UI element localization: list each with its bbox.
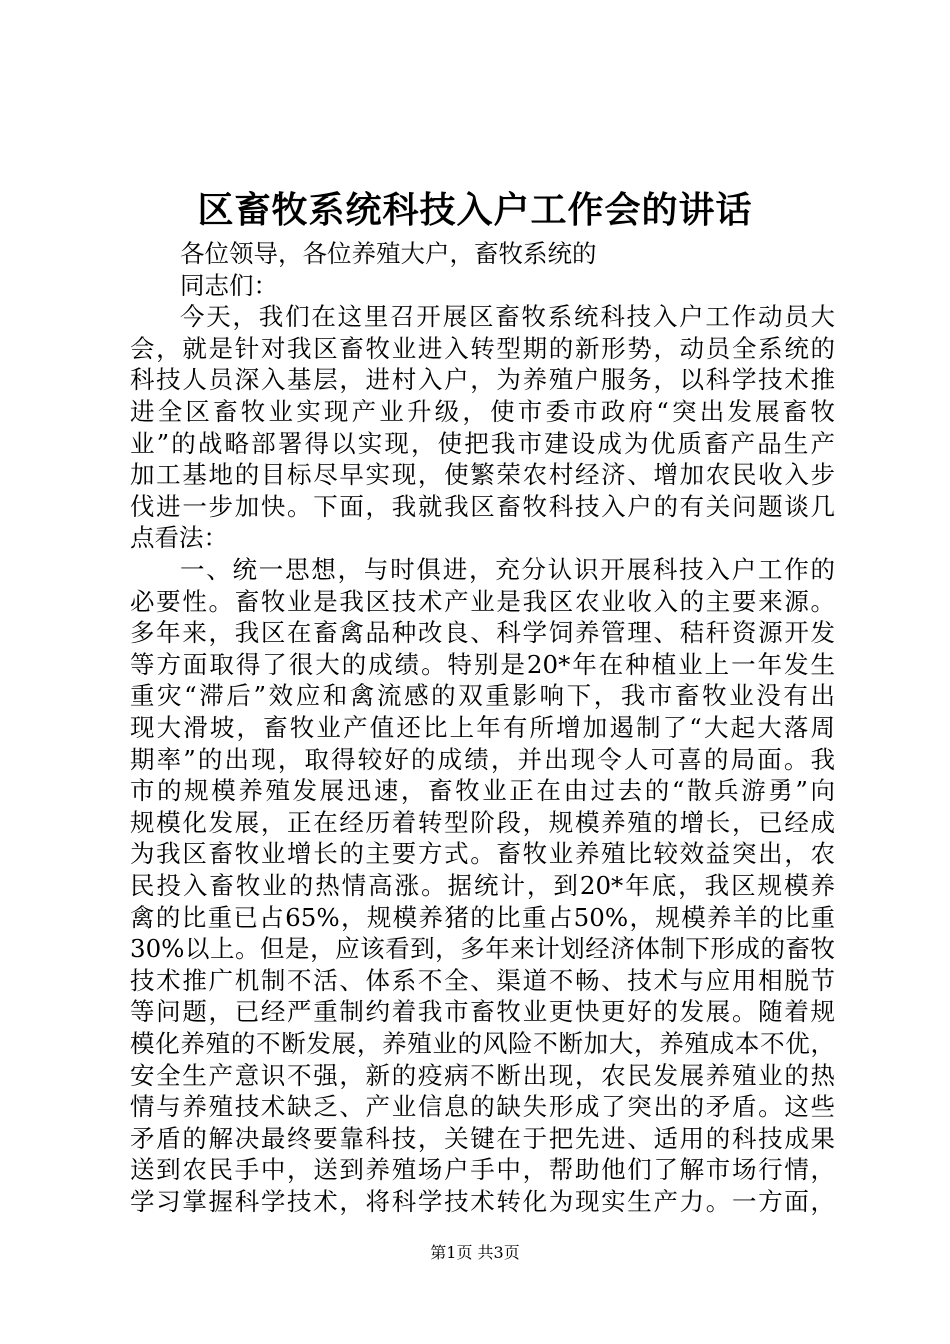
body-line: 情与养殖技术缺乏、产业信息的缺失形成了突出的矛盾。这些 — [130, 1092, 835, 1121]
body-line: 学习掌握科学技术，将科学技术转化为现实生产力。一方面， — [130, 1187, 835, 1216]
body-line: 加工基地的目标尽早实现，使繁荣农村经济、增加农民收入步 — [130, 460, 835, 489]
body-line: 进全区畜牧业实现产业升级，使市委市政府“突出发展畜牧 — [130, 397, 835, 426]
body-line: 现大滑坡，畜牧业产值还比上年有所增加遏制了“大起大落周 — [130, 713, 835, 742]
body-line: 伐进一步加快。下面，我就我区畜牧科技入户的有关问题谈几 — [130, 492, 835, 521]
body-line: 期率”的出现，取得较好的成绩，并出现令人可喜的局面。我 — [130, 745, 835, 774]
body-line: 会，就是针对我区畜牧业进入转型期的新形势，动员全系统的 — [130, 334, 835, 363]
body-line: 各位领导，各位养殖大户，畜牧系统的 — [180, 239, 597, 268]
body-line: 民投入畜牧业的热情高涨。据统计，到20*年底，我区规模养 — [130, 871, 835, 900]
body-line: 同志们： — [180, 271, 278, 300]
body-line: 点看法： — [130, 523, 228, 552]
page-title: 区畜牧系统科技入户工作会的讲话 — [197, 189, 753, 231]
body-line: 多年来，我区在畜禽品种改良、科学饲养管理、秸秆资源开发 — [130, 618, 835, 647]
body-line: 一、统一思想，与时俱进，充分认识开展科技入户工作的 — [180, 555, 835, 584]
body-line: 重灾“滞后”效应和禽流感的双重影响下，我市畜牧业没有出 — [130, 681, 835, 710]
body-line: 市的规模养殖发展迅速，畜牧业正在由过去的“散兵游勇”向 — [130, 776, 835, 805]
body-line: 科技人员深入基层，进村入户，为养殖户服务，以科学技术推 — [130, 365, 835, 394]
body-line: 安全生产意识不强，新的疫病不断出现，农民发展养殖业的热 — [130, 1061, 835, 1090]
body-line: 必要性。畜牧业是我区技术产业是我区农业收入的主要来源。 — [130, 587, 835, 616]
body-line: 模化养殖的不断发展，养殖业的风险不断加大，养殖成本不优， — [130, 1029, 835, 1058]
body-line: 规模化发展，正在经历着转型阶段，规模养殖的增长，已经成 — [130, 808, 835, 837]
body-line: 技术推广机制不活、体系不全、渠道不畅、技术与应用相脱节 — [130, 966, 835, 995]
body-line: 今天，我们在这里召开展区畜牧系统科技入户工作动员大 — [180, 302, 835, 331]
page-footer: 第1页 共3页 — [430, 1243, 520, 1262]
body-line: 等方面取得了很大的成绩。特别是20*年在种植业上一年发生 — [130, 650, 835, 679]
body-line: 矛盾的解决最终要靠科技，关键在于把先进、适用的科技成果 — [130, 1124, 835, 1153]
body-line: 业”的战略部署得以实现，使把我市建设成为优质畜产品生产 — [130, 429, 835, 458]
body-line: 等问题，已经严重制约着我市畜牧业更快更好的发展。随着规 — [130, 997, 835, 1026]
body-line: 禽的比重已占65%，规模养猪的比重占50%，规模养羊的比重 — [130, 903, 835, 932]
body-line: 为我区畜牧业增长的主要方式。畜牧业养殖比较效益突出，农 — [130, 839, 835, 868]
body-line: 送到农民手中，送到养殖场户手中，帮助他们了解市场行情， — [130, 1155, 835, 1184]
body-line: 30%以上。但是，应该看到，多年来计划经济体制下形成的畜牧 — [130, 934, 835, 963]
